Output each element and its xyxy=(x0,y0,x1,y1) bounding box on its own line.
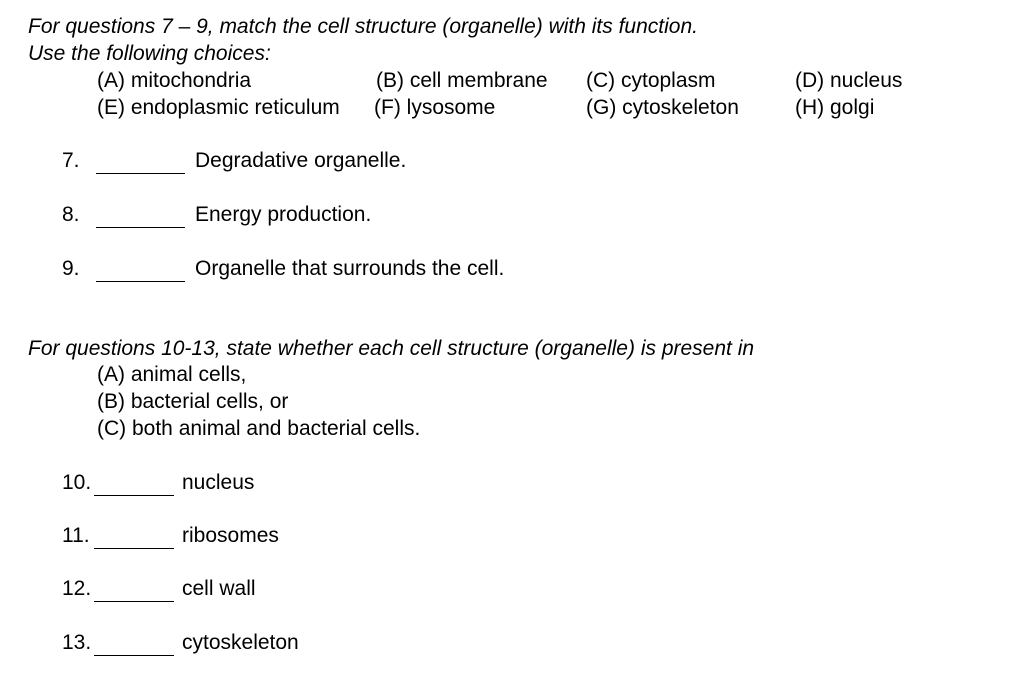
answer-blank[interactable] xyxy=(94,601,174,602)
question-text: Organelle that surrounds the cell. xyxy=(195,257,505,280)
question-number: 10. xyxy=(62,471,92,494)
section2-instruction: For questions 10-13, state whether each cell structure (organelle) is present in xyxy=(28,337,755,360)
question-text: Energy production. xyxy=(195,203,372,226)
choice-f: (F) lysosome xyxy=(374,96,496,119)
question-number: 9. xyxy=(62,257,80,280)
question-number: 7. xyxy=(62,149,80,172)
section1-instruction-line2: Use the following choices: xyxy=(28,42,271,65)
choice-h: (H) golgi xyxy=(795,96,875,119)
question-number: 12. xyxy=(62,577,92,600)
answer-blank[interactable] xyxy=(96,281,185,282)
answer-blank[interactable] xyxy=(94,548,174,549)
question-text: cytoskeleton xyxy=(182,631,299,654)
question-text: ribosomes xyxy=(182,524,279,547)
answer-blank[interactable] xyxy=(96,173,185,174)
question-number: 8. xyxy=(62,203,80,226)
answer-blank[interactable] xyxy=(96,227,185,228)
question-text: nucleus xyxy=(182,471,255,494)
section1-instruction-line1: For questions 7 – 9, match the cell structure (organelle) with its function. xyxy=(28,15,698,38)
question-number: 11. xyxy=(62,524,90,547)
choice-g: (G) cytoskeleton xyxy=(586,96,739,119)
choice-d: (D) nucleus xyxy=(795,69,903,92)
choice-a: (A) mitochondria xyxy=(97,69,252,92)
option-b: (B) bacterial cells, or xyxy=(97,390,289,413)
choice-b: (B) cell membrane xyxy=(376,69,548,92)
question-text: cell wall xyxy=(182,577,256,600)
answer-blank[interactable] xyxy=(94,655,174,656)
question-text: Degradative organelle. xyxy=(195,149,407,172)
answer-blank[interactable] xyxy=(94,495,174,496)
choice-e: (E) endoplasmic reticulum xyxy=(97,96,340,119)
choice-c: (C) cytoplasm xyxy=(586,69,716,92)
option-c: (C) both animal and bacterial cells. xyxy=(97,417,421,440)
question-number: 13. xyxy=(62,631,92,654)
option-a: (A) animal cells, xyxy=(97,363,247,386)
